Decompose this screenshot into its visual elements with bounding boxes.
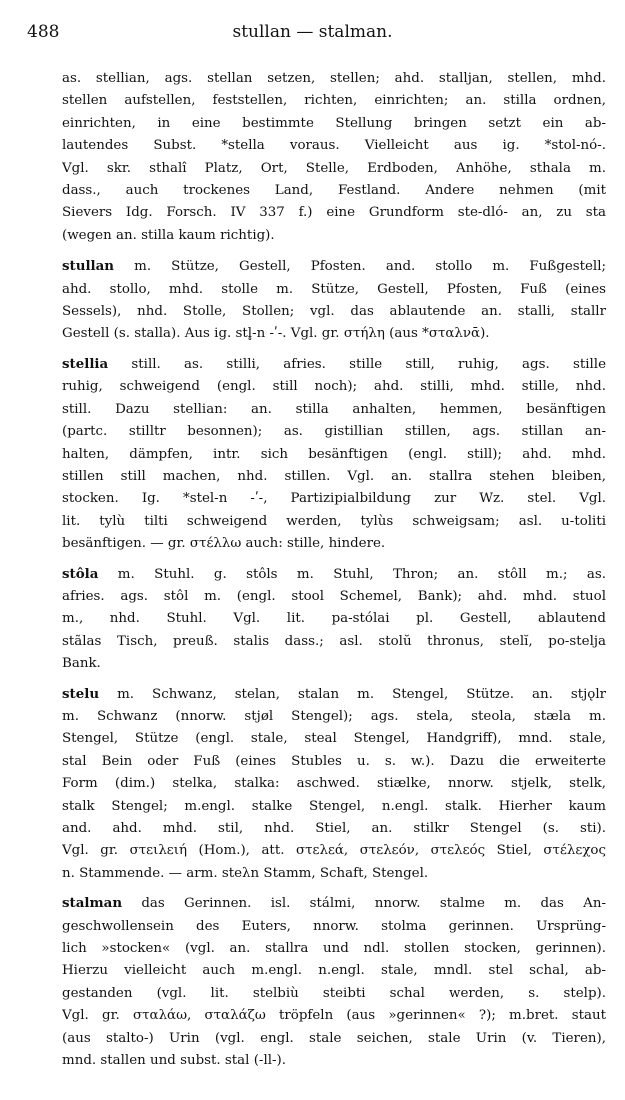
entry-line-text: still. as. stilli, afries. stille still, ruhig, ags. stille (108, 356, 606, 372)
entry-line: afries. ags. stôl m. (engl. stool Schemel, Bank); ahd. mhd. stuol (62, 588, 606, 604)
entry-line: Vgl. gr. σταλάω, σταλάζω tröpfeln (aus »gerinnen« ?); m.bret. staut (62, 1008, 606, 1024)
entry-line: mnd. stallen und subst. stal (-ll-). (62, 1053, 287, 1069)
page-header (0, 22, 625, 52)
entry-line (62, 563, 606, 586)
entry-line (62, 255, 606, 278)
entry-line: still. Dazu stellian: an. stilla anhalten, hemmen, besänftigen (62, 401, 606, 417)
entry-line: stocken. Ig. *stel-n -ʹ-, Partizipialbildung zur Wz. stel. Vgl. (62, 491, 606, 507)
entry-line: geschwollensein des Euters, nnorw. stolma gerinnen. Ursprüng- (62, 918, 606, 934)
entry-line (62, 353, 606, 376)
entry-line: Vgl. skr. sthalî Platz, Ort, Stelle, Erdboden, Anhöhe, sthala m. (62, 160, 606, 176)
entry-line: stillen still machen, nhd. stillen. Vgl. an. stallra stehen bleiben, (62, 468, 606, 484)
entry-headword: stullan (62, 258, 115, 275)
entry-line: einrichten, in eine bestimmte Stellung bringen setzt ein ab- (62, 115, 606, 131)
entry-line: Sessels), nhd. Stolle, Stollen; vgl. das ablautende an. stalli, stallr (62, 304, 606, 320)
entry-line: and. ahd. mhd. stil, nhd. Stiel, an. stilkr Stengel (s. sti). (62, 821, 606, 836)
entry-line: m., nhd. Stuhl. Vgl. lit. pa-stólai pl. Gestell, ablautend (62, 611, 606, 627)
dictionary-entry (62, 353, 606, 556)
entry-line: (wegen an. stilla kaum richtig). (62, 227, 275, 243)
entry-line: stellen aufstellen, feststellen, richten, einrichten; an. stilla ordnen, (62, 93, 606, 109)
entry-line-text: m. Stütze, Gestell, Pfosten. and. stollo m. Fußgestell; (114, 259, 606, 275)
entry-line: besänftigen. — gr. στέλλω auch: stille, hindere. (62, 536, 386, 552)
page-number: 488 (27, 22, 60, 42)
entry-line: Stengel, Stütze (engl. stale, steal Stengel, Handgriff), mnd. stale, (62, 731, 606, 747)
entries-body (62, 68, 606, 1079)
entry-line: halten, dämpfen, intr. sich besänftigen (engl. still); ahd. mhd. (62, 446, 606, 462)
entry-line: gestanden (vgl. lit. stelbiù steibti schal werden, s. stelp). (62, 985, 606, 1001)
entry-line: Vgl. gr. στειλειή (Hom.), att. στελεά, στελεόν, στελεός Stiel, στέλεχος (62, 843, 606, 859)
entry-line: Bank. (62, 656, 101, 672)
entry-line-text: m. Schwanz, stelan, stalan m. Stengel, Stütze. an. stjǫlr (99, 686, 606, 702)
entry-line-text: m. Stuhl. g. stôls m. Stuhl, Thron; an. stôll m.; as. (98, 566, 606, 582)
entry-line: stãlas Tisch, preuß. stalis dass.; asl. stolŭ thronus, stelĭ, po-stelja (62, 633, 606, 649)
dictionary-entry (62, 683, 606, 886)
entry-line: as. stellian, ags. stellan setzen, stellen; ahd. stalljan, stellen, mhd. (62, 71, 606, 86)
entry-line: Gestell (s. stalla). Aus ig. stl̥-n -ʹ-. Vgl. gr. στήλη (aus *σταλνᾱ). (62, 326, 490, 342)
dictionary-entry (62, 892, 606, 1072)
entry-line-text: das Gerinnen. isl. stálmi, nnorw. stalme m. das An- (122, 896, 606, 912)
dictionary-entry (62, 563, 606, 676)
entry-line (62, 892, 606, 915)
entry-line: Hierzu vielleicht auch m.engl. n.engl. stale, mndl. stel schal, ab- (62, 963, 606, 979)
entry-line: Form (dim.) stelka, stalka: aschwed. stiælke, nnorw. stjelk, stelk, (62, 776, 606, 792)
dictionary-entry (62, 255, 606, 346)
entry-line: ruhig, schweigend (engl. still noch); ahd. stilli, mhd. stille, nhd. (62, 379, 606, 395)
running-head: stullan — stalman. (232, 22, 393, 42)
entry-line: ahd. stollo, mhd. stolle m. Stütze, Gestell, Pfosten, Fuß (eines (62, 281, 606, 297)
entry-line: stalk Stengel; m.engl. stalke Stengel, n.engl. stalk. Hierher kaum (62, 798, 606, 814)
entry-line: (partc. stilltr besonnen); as. gistillian stillen, ags. stillan an- (62, 424, 606, 440)
entry-line: dass., auch trockenes Land, Festland. Andere nehmen (mit (62, 183, 606, 199)
entry-line: m. Schwanz (nnorw. stjøl Stengel); ags. stela, steola, stæla m. (62, 708, 606, 724)
entry-line (62, 683, 606, 706)
entry-headword: stellia (62, 355, 109, 372)
entry-line: lich »stocken« (vgl. an. stallra und ndl. stollen stocken, gerinnen). (62, 941, 606, 957)
dictionary-entry (62, 68, 606, 247)
entry-line: lit. tylù tilti schweigend werden, tylùs schweigsam; asl. u-toliti (62, 513, 606, 529)
entry-line: Sievers Idg. Forsch. IV 337 f.) eine Grundform ste-dló- an, zu sta (62, 205, 606, 221)
entry-line: n. Stammende. — arm. steλn Stamm, Schaft, Stengel. (62, 865, 429, 881)
entry-headword: stalman (62, 895, 123, 912)
entry-headword: stôla (62, 565, 99, 582)
entry-headword: stelu (62, 685, 100, 702)
entry-line: (aus stalto-) Urin (vgl. engl. stale seichen, stale Urin (v. Tieren), (62, 1030, 606, 1046)
entry-line: stal Bein oder Fuß (eines Stubles u. s. w.). Dazu die erweiterte (62, 753, 606, 769)
entry-line: lautendes Subst. *stella voraus. Vielleicht aus ig. *stol-nó-. (62, 138, 606, 154)
